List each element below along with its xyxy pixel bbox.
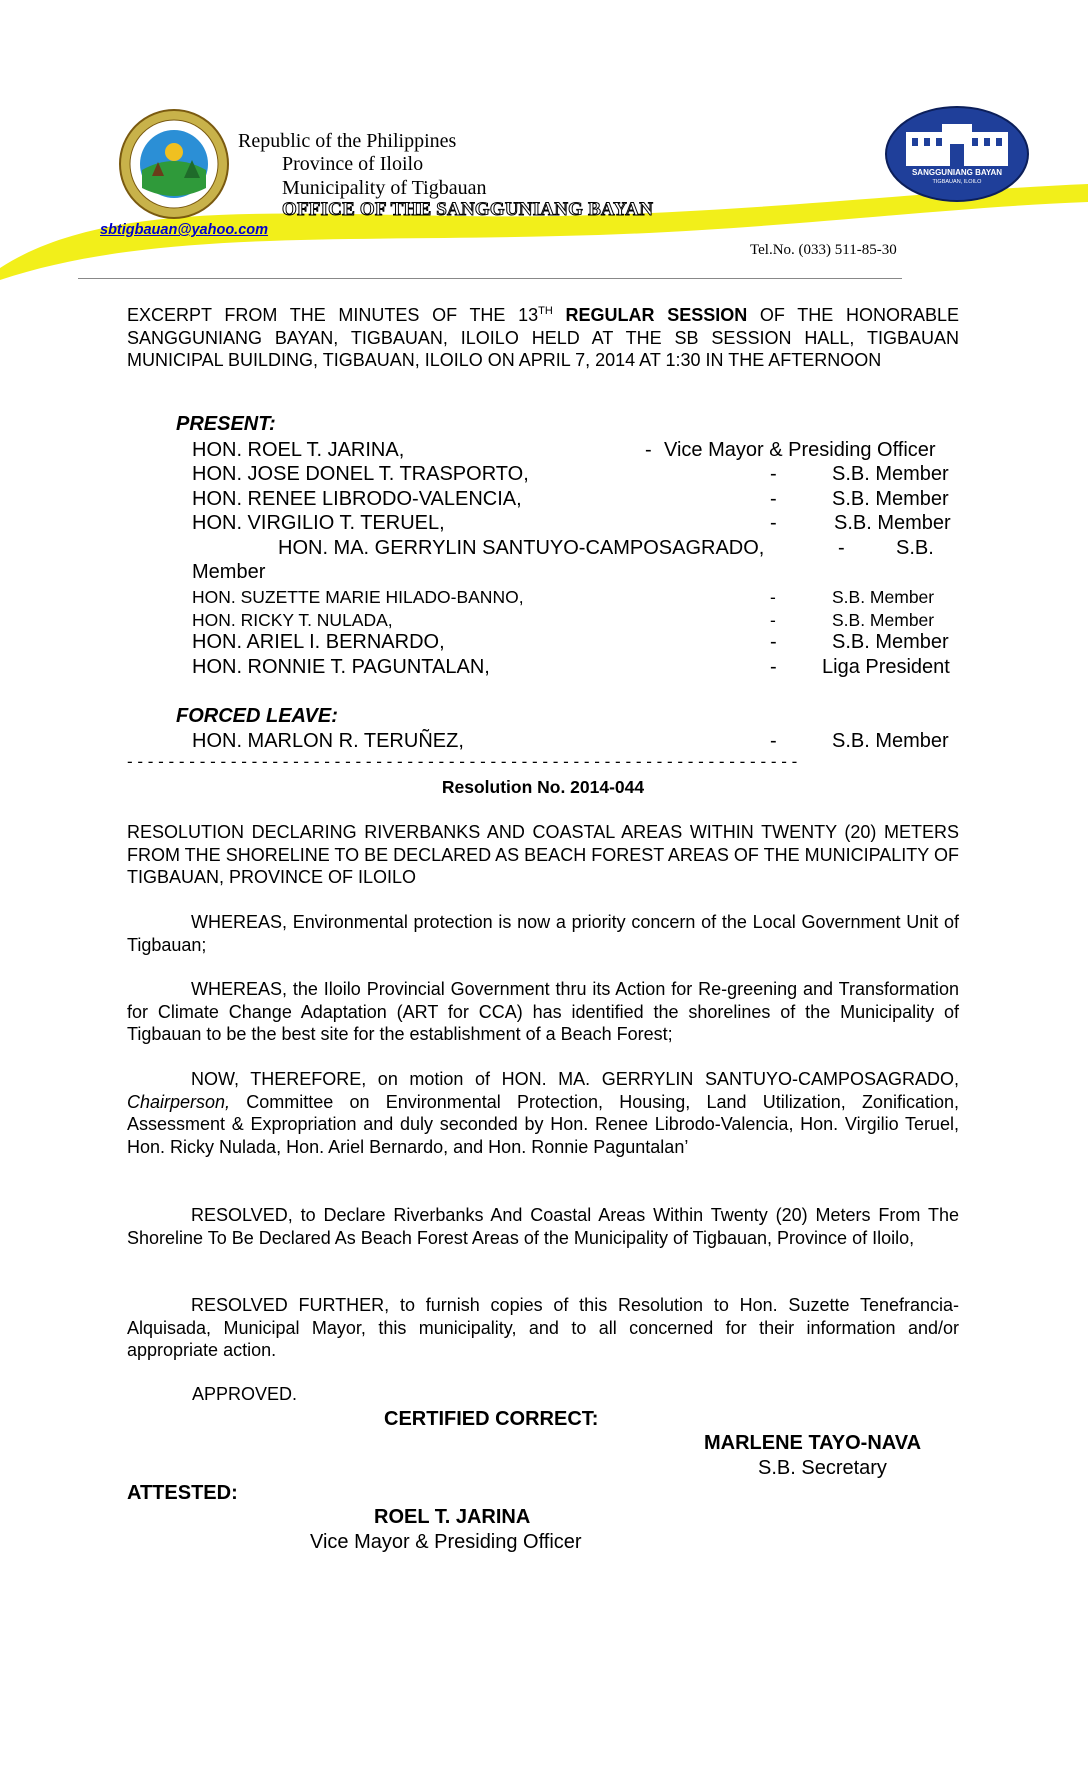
member-dash: -: [770, 631, 777, 653]
vice-mayor-title: Vice Mayor & Presiding Officer: [310, 1531, 582, 1553]
member-name: HON. MARLON R. TERUÑEZ,: [192, 730, 464, 752]
now-therefore-clause: [127, 1068, 959, 1158]
member-dash: -: [770, 463, 777, 485]
now-clause-text: NOW, THEREFORE, on motion of HON. MA. GERRYLIN SANTUYO-CAMPOSAGRADO,: [191, 1069, 959, 1089]
member-role-cont: Member: [192, 561, 266, 583]
member-name: HON. SUZETTE MARIE HILADO-BANNO,: [192, 587, 524, 607]
secretary-title: S.B. Secretary: [758, 1457, 887, 1479]
member-dash: -: [838, 537, 845, 559]
certified-correct-label: CERTIFIED CORRECT:: [384, 1408, 599, 1430]
header-province: Province of Iloilo: [282, 153, 424, 175]
resolved-clause-1: RESOLVED, to Declare Riverbanks And Coastal Areas Within Twenty (20) Meters From The Shoreline To Be Declared As Beach Forest Areas of the Municipality of Tigbauan, Province of Iloilo,: [127, 1205, 959, 1248]
member-dash: -: [770, 610, 776, 630]
member-role: S.B. Member: [832, 488, 949, 510]
chairperson-label: Chairperson,: [127, 1091, 231, 1112]
vice-mayor-name: ROEL T. JARINA: [374, 1506, 531, 1528]
member-role: S.B. Member: [832, 587, 935, 607]
member-dash: -: [770, 730, 777, 752]
member-name: HON. RONNIE T. PAGUNTALAN,: [192, 656, 490, 678]
member-dash: -: [770, 512, 777, 534]
sangguniang-bayan-logo: [884, 104, 1030, 204]
member-name: HON. ARIEL I. BERNARDO,: [192, 631, 445, 653]
member-role: S.B. Member: [832, 730, 949, 752]
whereas-clause-2: WHEREAS, the Iloilo Provincial Government thru its Action for Re-greening and Transformation for Climate Change Adaptation (ART for CCA) has identified the shorelines of the Municipality of Tigbauan to be the best site for the establishment of a Beach Forest;: [127, 979, 959, 1044]
ordinal-suffix: TH: [538, 305, 553, 317]
header-divider: [78, 278, 902, 279]
now-clause-text-cont: Committee on Environmental Protection, Housing, Land Utilization, Zonification, Assessment & Expropriation and duly seconded by Hon. Renee Librodo-Valencia, Hon. Virgilio Teruel, Hon. Ricky Nulada, Hon. Ariel Bernardo, and Hon. Ronnie Paguntalan’: [127, 1091, 959, 1157]
municipal-seal-logo: [118, 108, 230, 220]
dashed-separator: - - - - - - - - - - - - - - - - - - - - - - - - - - - - - - - - - - - - - - - - - - - - - - - - - - - - - - - - - - - - - - - - -: [127, 752, 798, 771]
member-name: HON. RENEE LIBRODO-VALENCIA,: [192, 488, 522, 510]
header-republic: Republic of the Philippines: [238, 130, 457, 152]
member-row: [192, 438, 404, 462]
excerpt-details: SANGGUNIANG BAYAN, TIGBAUAN, ILOILO HELD AT THE SB SESSION HALL, TIGBAUAN MUNICIPAL BUILDING, TIGBAUAN, ILOILO ON APRIL 7, 2014 AT 1:30 IN THE AFTERNOON: [127, 327, 959, 370]
present-heading: PRESENT:: [176, 413, 276, 435]
secretary-name: MARLENE TAYO-NAVA: [704, 1432, 922, 1454]
member-role: S.B. Member: [832, 631, 949, 653]
member-role: S.B.: [896, 537, 934, 559]
resolution-title: RESOLUTION DECLARING RIVERBANKS AND COASTAL AREAS WITHIN TWENTY (20) METERS FROM THE SHORELINE TO BE DECLARED AS BEACH FOREST AREAS OF THE MUNICIPALITY OF TIGBAUAN, PROVINCE OF ILOILO: [127, 822, 959, 887]
member-dash: -: [770, 488, 777, 510]
header-telephone: Tel.No. (033) 511-85-30: [750, 242, 897, 258]
resolution-number: Resolution No. 2014-044: [441, 777, 645, 797]
member-role: Vice Mayor & Presiding Officer: [664, 439, 936, 461]
approved-label: APPROVED.: [192, 1384, 298, 1404]
minutes-excerpt: [127, 300, 959, 372]
header-office: OFFICE OF THE SANGGUNIANG BAYAN: [282, 199, 654, 220]
excerpt-intro-cont: OF THE HONORABLE: [759, 305, 959, 325]
member-role: S.B. Member: [834, 512, 951, 534]
member-dash: -: [770, 656, 777, 678]
member-name: HON. RICKY T. NULADA,: [192, 610, 393, 630]
excerpt-intro: EXCERPT FROM THE MINUTES OF THE 13: [127, 305, 539, 325]
member-name: HON. JOSE DONEL T. TRASPORTO,: [192, 463, 529, 485]
member-role: Liga President: [822, 656, 950, 678]
member-dash: -: [770, 587, 776, 607]
forced-leave-heading: FORCED LEAVE:: [176, 705, 338, 727]
attested-label: ATTESTED:: [127, 1482, 238, 1504]
logo-label: SANGGUNIANG BAYAN: [911, 168, 1003, 177]
resolved-clause-2: RESOLVED FURTHER, to furnish copies of this Resolution to Hon. Suzette Tenefrancia-Alquisada, Municipal Mayor, this municipality, and to all concerned for their information and/or appropriate action.: [127, 1295, 959, 1360]
member-name: HON. ROEL T. JARINA,: [192, 439, 405, 461]
member-role: S.B. Member: [832, 610, 935, 630]
logo-sublabel: TIGBAUAN, ILOILO: [932, 179, 982, 185]
member-name: HON. VIRGILIO T. TERUEL,: [192, 512, 445, 534]
whereas-clause-1: WHEREAS, Environmental protection is now a priority concern of the Local Government Unit of Tigbauan;: [127, 912, 959, 955]
member-name: HON. MA. GERRYLIN SANTUYO-CAMPOSAGRADO,: [278, 537, 765, 559]
member-role: S.B. Member: [832, 463, 949, 485]
session-type: REGULAR SESSION: [565, 305, 748, 325]
email-link[interactable]: sbtigbauan@yahoo.com: [100, 222, 269, 238]
member-dash: -: [645, 439, 652, 461]
header-municipality: Municipality of Tigbauan: [282, 177, 487, 199]
